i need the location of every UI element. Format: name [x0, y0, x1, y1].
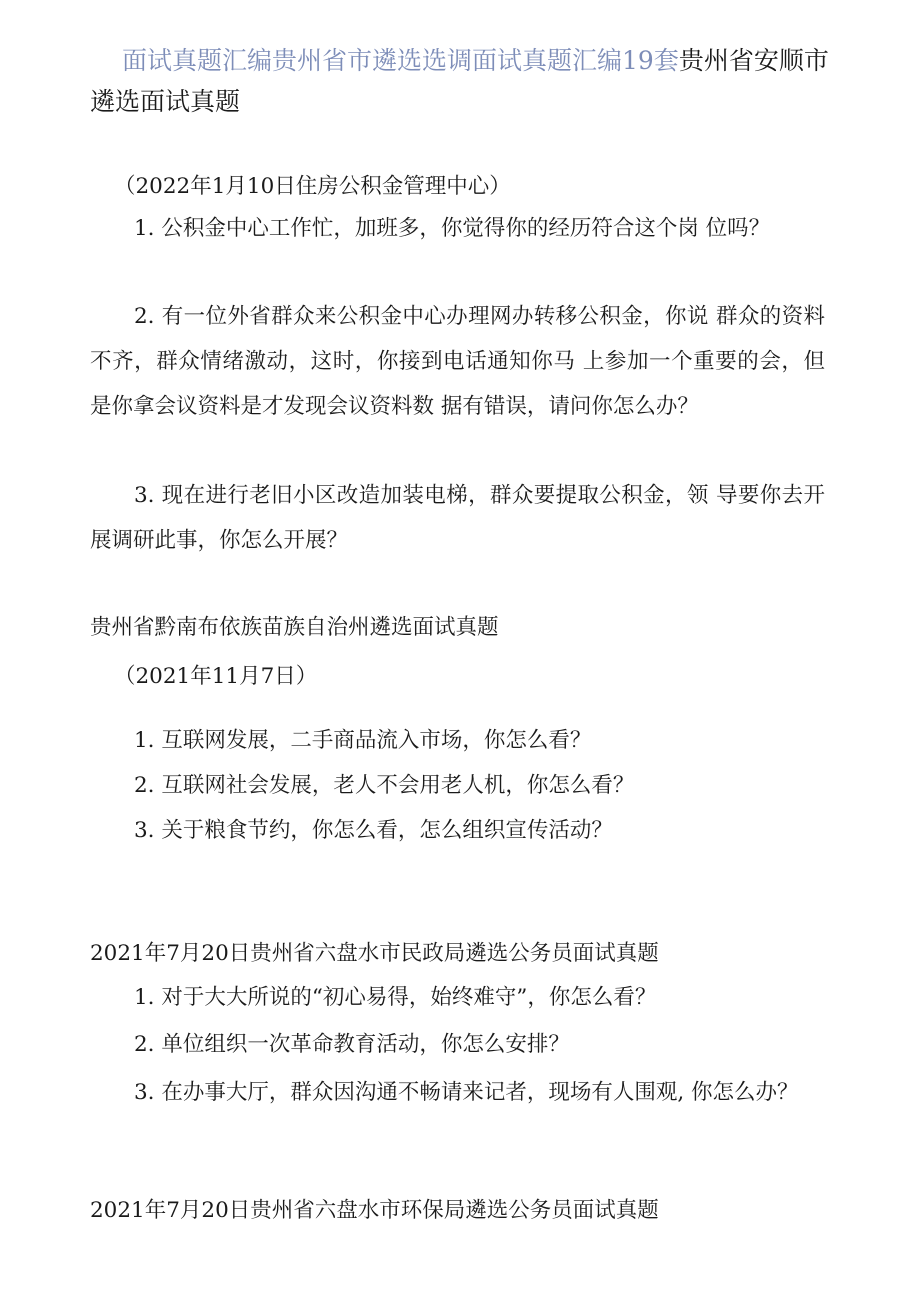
question-item: 2. 互联网社会发展，老人不会用老人机，你怎么看？: [134, 773, 635, 798]
question-item: 2. 单位组织一次革命教育活动，你怎么安排？: [134, 1032, 570, 1057]
section-date: （2021年11月7日）: [114, 664, 318, 689]
question-item: 1. 对于大大所说的“初心易得，始终难守”，你怎么看？: [134, 985, 657, 1010]
question-item: 2. 有一位外省群众来公积金中心办理网办转移公积金，你说 群众的资料不齐，群众情绪激动，这时，你接到电话通知你马 上参加一个重要的会，但是你拿会议资料是才发现会议资料数 据有错误，请问你怎么办？: [90, 304, 825, 419]
question-item: 3. 在办事大厅，群众因沟通不畅请来记者，现场有人围观, 你怎么办？: [134, 1080, 799, 1105]
document-title: [90, 40, 830, 122]
section-date: （2022年1月10日住房公积金管理中心）: [114, 174, 511, 199]
section-heading: 2021年7月20日贵州省六盘水市民政局遴选公务员面试真题: [90, 941, 659, 966]
question-item: 1. 互联网发展，二手商品流入市场，你怎么看？: [134, 728, 592, 753]
question-item: 3. 关于粮食节约，你怎么看，怎么组织宣传活动？: [134, 818, 613, 843]
section-heading: 贵州省黔南布依族苗族自治州遴选面试真题: [90, 615, 499, 640]
title-rest: 贵州省安顺市遴选面试真题: [90, 46, 829, 116]
title-accent: 面试真题汇编贵州省市遴选选调面试真题汇编19套: [122, 46, 679, 75]
section-heading: 2021年7月20日贵州省六盘水市环保局遴选公务员面试真题: [90, 1198, 659, 1223]
question-item: 3. 现在进行老旧小区改造加装电梯，群众要提取公积金，领 导要你去开展调研此事，你怎么开展？: [90, 483, 825, 553]
question-item: 1. 公积金中心工作忙，加班多，你觉得你的经历符合这个岗 位吗？: [134, 216, 771, 241]
